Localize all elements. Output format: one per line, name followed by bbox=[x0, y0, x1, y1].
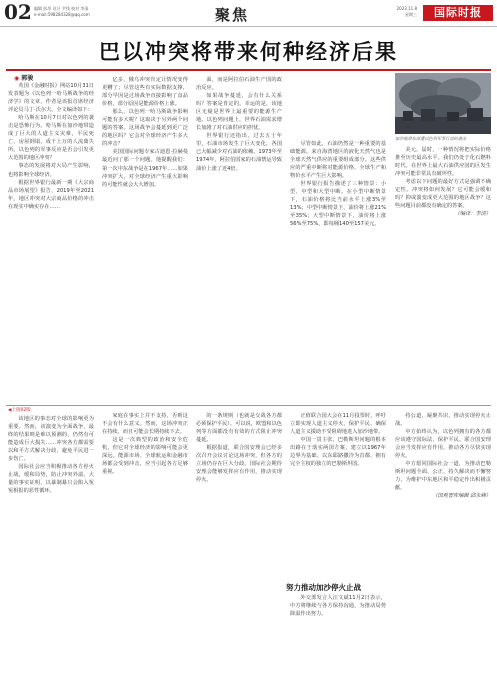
lower-column-4b bbox=[290, 594, 386, 679]
continued-label bbox=[8, 407, 31, 413]
paragraph: 美国国际问题专家古迪恩·拉赫曼最近问了那一个问题。他提醒我们：第一次中东战争是在1967年……如果冲突扩大，对全球经济产生重大影响的可能性就会大大增加。 bbox=[102, 149, 188, 188]
byline-marker-icon: ◉ bbox=[14, 75, 20, 82]
paragraph: 根据报道，联合国安理会已经多次召开会议讨论这场冲突，但各方的立场仍存在巨大分歧。国际社会期待安理会能够发挥应有作用，推动实现停火。 bbox=[196, 445, 282, 484]
lower-column-3 bbox=[196, 412, 282, 679]
paragraph: 正值联合国大会在11月投票时，呼吁立即实现人道主义停火，保护平民，确保人道主义援助不受阻碍地进入加沙地带。 bbox=[290, 413, 386, 436]
paragraph: 如果战争蔓延，会有什么关系吗？答案是肯定的。幸运的是，该地区无疑是世界上最重要的能源生产地。以色列问题上，世界石油需求增长加剧了对石油供应的担忧。 bbox=[196, 93, 282, 132]
paragraph: 持公道，凝聚共识，推动实现停火止战。 bbox=[395, 413, 491, 428]
page-number: 02 bbox=[4, 0, 32, 24]
paragraph: 尽管如此，石油仍然是一种重要的基础能源。来自海湾地区的液化天然气也是全球天然气供应的重要组成部分。这些供应的严重中断将对能源价格、全球生产和物价水平产生巨大影响。 bbox=[290, 141, 386, 180]
page-header bbox=[0, 0, 497, 27]
paragraph: 根据世界银行最新一期《大宗商品市场展望》报告，2019年至2021年，地区冲突对大宗商品价格的冲击在现实中确实存在…… bbox=[8, 179, 94, 210]
lower-column-1 bbox=[8, 415, 94, 679]
paragraph: 面，而是阿拉伯石油生产国的政治反应。 bbox=[196, 77, 282, 92]
article-column-2 bbox=[102, 76, 188, 402]
section-name: 聚焦 bbox=[215, 6, 250, 24]
article-column-1 bbox=[8, 82, 94, 402]
subheading: 努力推动加沙停火止战 bbox=[286, 583, 361, 592]
email-line: e-mail:598284328@qq.com bbox=[34, 12, 90, 17]
photo-caption: 加沙地带东部遭以色列军事行动的袭击 bbox=[395, 136, 467, 141]
paragraph: 的一条规则（也就是交战各方都必须保护平民）。可以说，欧盟和以色列等方面都没有有效的方式阻止冲突蔓延。 bbox=[196, 413, 282, 444]
paragraph: 世界银行还指出，过去五十年里，石油市场发生了巨大变化，各国已大幅减少对石油的依赖。1973年至1974年，阿拉伯国家的石油禁运导致油价上涨了近4倍。 bbox=[196, 133, 282, 172]
author-name: 郭骏 bbox=[21, 75, 34, 82]
section-divider bbox=[6, 405, 491, 406]
editor-line: 编辑 彭昂 设计 尹钱 校对 李清 bbox=[34, 6, 89, 11]
editor-signature: （编译：李清） bbox=[454, 211, 491, 218]
lower-column-5 bbox=[395, 412, 491, 679]
article-column-3 bbox=[196, 76, 282, 402]
article-column-4 bbox=[290, 140, 386, 402]
paragraph: 中方愿同国际社会一道，为推动巴勒斯坦问题全面、公正、持久解决而不懈努力，为维护中东地区和平稳定作出积极贡献。 bbox=[395, 461, 491, 492]
paragraph: 外交部发言人汪文斌11月2日表示，中方将继续与各方保持沟通，为推动局势降温作出努力。 bbox=[290, 595, 386, 618]
lower-column-4 bbox=[290, 412, 386, 580]
paragraph: 哈马斯在10月7日对以色列的袭击是恐怖行为。哈马斯在加沙地带造成了巨大的人道主义灾难，平民死亡、房屋倒塌，成千上万的人流离失所。以色列的军事反应是否会引发更大范围的地区冲突？ bbox=[8, 115, 94, 162]
paragraph: 亿多，俄乌冲突肯定让情况变得更糟了；尽管这些有实际数据支撑，部分早因是过场战争直接影响了食品价格，部分原因是能源价格上涨。 bbox=[102, 77, 188, 108]
smoke-scene-image bbox=[395, 73, 491, 134]
paragraph: 世界银行报告描述了三种情景：小型、中型和大型中断。在小型中断情景下，石油价格将比当前水平上涨3%至13%；中型中断情景下，油价将上涨21%至35%；大型中断情景下，油价将上涨56%至75%，即每桶140至157美元。 bbox=[290, 181, 386, 228]
paragraph: 那么，以色列一哈马斯战争影响可能有多大呢？这取决于另外两个问题的答案。这场战争会蔓延到更广泛的地区吗？它会对全球经济产生多大的冲击？ bbox=[102, 109, 188, 148]
headline: 巴以冲突将带来何种经济后果 bbox=[99, 39, 398, 64]
continued-marker-icon: ◀ bbox=[8, 408, 12, 413]
lower-column-2 bbox=[102, 412, 188, 679]
paragraph: 中方始终认为，以色列拥有的各方都应该遵守国际法，保护平民。联合国安理会应当发挥应有作用，推动各方尽快实现停火。 bbox=[395, 429, 491, 460]
paragraph: 国际社会应当积极推动各方停火止战，缓和局势，防止冲突外溢。大量的事实证明，以暴制暴只会陷入冤冤相报的恶性循环。 bbox=[8, 464, 94, 495]
masthead-logo: 国际时报 bbox=[423, 5, 493, 21]
paragraph: 这是一次典型的政治和安全危机，但它对全球经济的影响可能会更深远。能源市场、全球航运和金融市场都会受到冲击，应当引起各方足够重视。 bbox=[102, 437, 188, 476]
author-byline bbox=[14, 73, 33, 82]
continued-text: 上接02版 bbox=[11, 408, 31, 413]
headline-rule bbox=[6, 69, 491, 71]
paragraph: 事态的发展将对大局产生影响，也将影响全球经济。 bbox=[8, 163, 94, 178]
article-column-5 bbox=[395, 146, 491, 402]
paragraph: 考虑以下问题的最好方式是强调不确定性。冲突将如何发展？它可能会缓和吗？抑或演变成更大范围的地区战争？这些问题目前都没有确定的答案。 bbox=[395, 179, 491, 210]
issue-date: 2023.11.8 bbox=[396, 6, 417, 11]
paragraph: 中国一贯主张，巴勒斯坦问题的根本出路在于落实两国方案，建立以1967年边界为基础、以东耶路撒冷为首都、拥有完全主权的独立的巴勒斯坦国。 bbox=[290, 437, 386, 468]
issue-weekday: 星期三 bbox=[405, 12, 417, 17]
editor-signature: （国观智库编辑 邱永峰） bbox=[432, 493, 491, 500]
paragraph: 家庭在事实上并不支持，否则这不会有什么意义。然而，这场冲突正在持续，而且可能会长期持续下去。 bbox=[102, 413, 188, 436]
paragraph: 英国《金融时报》网站10月31日发表题为《以色列一哈马斯战争的经济学》的文章，作者是该报首席经济评论员马丁·沃尔夫。全文编译如下： bbox=[8, 83, 94, 114]
news-photo bbox=[395, 73, 491, 134]
paragraph: 该地区的事态对全球的影响更为重要。然而，该演变为全面战争，最终的结果则是难以预测的，仍然有可能造成巨大损失……冲突各方都需要以和平方式解决分歧，避免平民进一步伤亡。 bbox=[8, 416, 94, 463]
paragraph: 美元。届时，一种情况将把实际价格推至历史最高水平。我们仍处于化石燃料时代。在世界上最大石油供应国的区发生冲突可能非常具有破坏性。 bbox=[395, 147, 491, 178]
